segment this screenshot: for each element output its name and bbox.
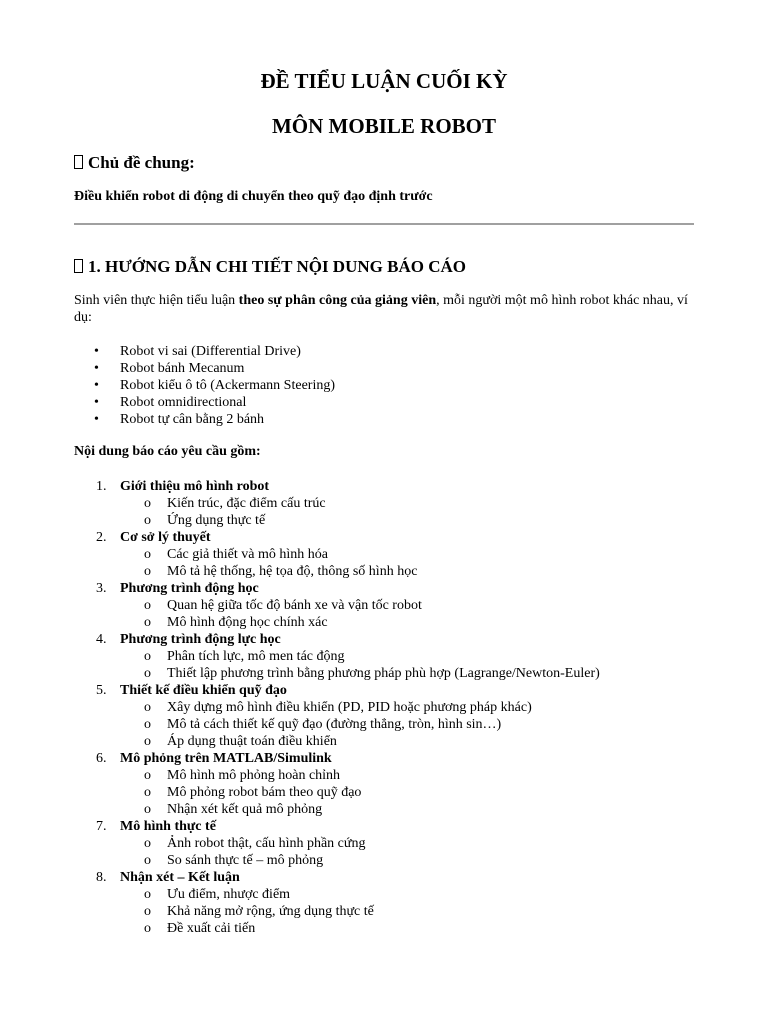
requirement-item [74, 869, 600, 937]
sub-item: o Mô tả hệ thống, hệ tọa độ, thông số hình học [120, 563, 600, 580]
requirement-item [74, 631, 600, 682]
sub-item: o Thiết lập phương trình bằng phương pháp phù hợp (Lagrange/Newton-Euler) [120, 665, 600, 682]
requirement-item [74, 478, 600, 529]
item-title: Cơ sở lý thuyết [120, 530, 211, 545]
document-title: ĐỀ TIỂU LUẬN CUỐI KỲ [260, 69, 508, 93]
sub-item: o Mô tả cách thiết kế quỹ đạo (đường thẳng, tròn, hình sin…) [120, 716, 600, 733]
sub-item: o Ảnh robot thật, cấu hình phần cứng [120, 835, 600, 852]
requirements-list [74, 478, 600, 937]
intro-text-end: , mỗi người một mô hình robot khác nhau, ví dụ: [74, 293, 688, 325]
list-item: • Robot tự cân bằng 2 bánh [74, 411, 335, 428]
item-number: 8. [96, 870, 107, 885]
requirements-heading: Nội dung báo cáo yêu cầu gồm: [74, 444, 261, 459]
sub-list [120, 835, 600, 869]
sub-item: o So sánh thực tế – mô phỏng [120, 852, 600, 869]
sub-item: o Xây dựng mô hình điều khiển (PD, PID hoặc phương pháp khác) [120, 699, 600, 716]
topic-text: Điều khiển robot di động di chuyển theo quỹ đạo định trước [74, 189, 433, 204]
robot-list [74, 343, 335, 428]
sub-item: o Nhận xét kết quả mô phỏng [120, 801, 600, 818]
requirement-item [74, 818, 600, 869]
checkbox-glyph-icon [74, 155, 83, 169]
item-title: Phương trình động học [120, 581, 259, 596]
sub-item: o Mô hình mô phỏng hoàn chỉnh [120, 767, 600, 784]
item-title: Thiết kế điều khiển quỹ đạo [120, 683, 287, 698]
list-item: • Robot bánh Mecanum [74, 360, 335, 377]
item-title: Nhận xét – Kết luận [120, 870, 240, 885]
item-title: Mô hình thực tế [120, 819, 216, 834]
item-number: 6. [96, 751, 107, 766]
requirement-item [74, 580, 600, 631]
sub-list [120, 597, 600, 631]
checkbox-glyph-icon [74, 259, 83, 273]
sub-list [120, 495, 600, 529]
intro-paragraph [74, 292, 694, 326]
item-number: 7. [96, 819, 107, 834]
course-title: MÔN MOBILE ROBOT [271, 114, 497, 138]
item-title: Giới thiệu mô hình robot [120, 479, 270, 494]
item-title: Mô phỏng trên MATLAB/Simulink [120, 751, 332, 766]
item-number: 1. [96, 479, 107, 494]
item-number: 4. [96, 632, 107, 647]
sub-list [120, 886, 600, 937]
sub-item: o Khả năng mở rộng, ứng dụng thực tế [120, 903, 600, 920]
horizontal-divider [74, 223, 694, 225]
sub-list [120, 767, 600, 818]
topic-heading [74, 153, 195, 173]
sub-list [120, 648, 600, 682]
item-number: 5. [96, 683, 107, 698]
section-heading-text: 1. HƯỚNG DẪN CHI TIẾT NỘI DUNG BÁO CÁO [88, 257, 466, 276]
sub-item: o Phân tích lực, mô men tác động [120, 648, 600, 665]
requirement-item [74, 529, 600, 580]
topic-heading-text: Chủ đề chung: [88, 153, 195, 172]
sub-item: o Mô phỏng robot bám theo quỹ đạo [120, 784, 600, 801]
sub-item: o Áp dụng thuật toán điều khiển [120, 733, 600, 750]
sub-list [120, 699, 600, 750]
requirement-item [74, 750, 600, 818]
item-number: 2. [96, 530, 107, 545]
intro-bold-text: theo sự phân công của giảng viên [238, 293, 437, 308]
sub-item: o Các giả thiết và mô hình hóa [120, 546, 600, 563]
intro-text: Sinh viên thực hiện tiểu luận [74, 293, 239, 308]
sub-item: o Đề xuất cải tiến [120, 920, 600, 937]
list-item: • Robot omnidirectional [74, 394, 335, 411]
sub-item: o Mô hình động học chính xác [120, 614, 600, 631]
sub-item: o Quan hệ giữa tốc độ bánh xe và vận tốc robot [120, 597, 600, 614]
section-heading [74, 257, 466, 277]
item-title: Phương trình động lực học [120, 632, 281, 647]
sub-item: o Ứng dụng thực tế [120, 512, 600, 529]
list-item: • Robot vi sai (Differential Drive) [74, 343, 335, 360]
list-item: • Robot kiểu ô tô (Ackermann Steering) [74, 377, 335, 394]
item-number: 3. [96, 581, 107, 596]
requirement-item [74, 682, 600, 750]
sub-item: o Ưu điểm, nhược điểm [120, 886, 600, 903]
sub-list [120, 546, 600, 580]
sub-item: o Kiến trúc, đặc điểm cấu trúc [120, 495, 600, 512]
